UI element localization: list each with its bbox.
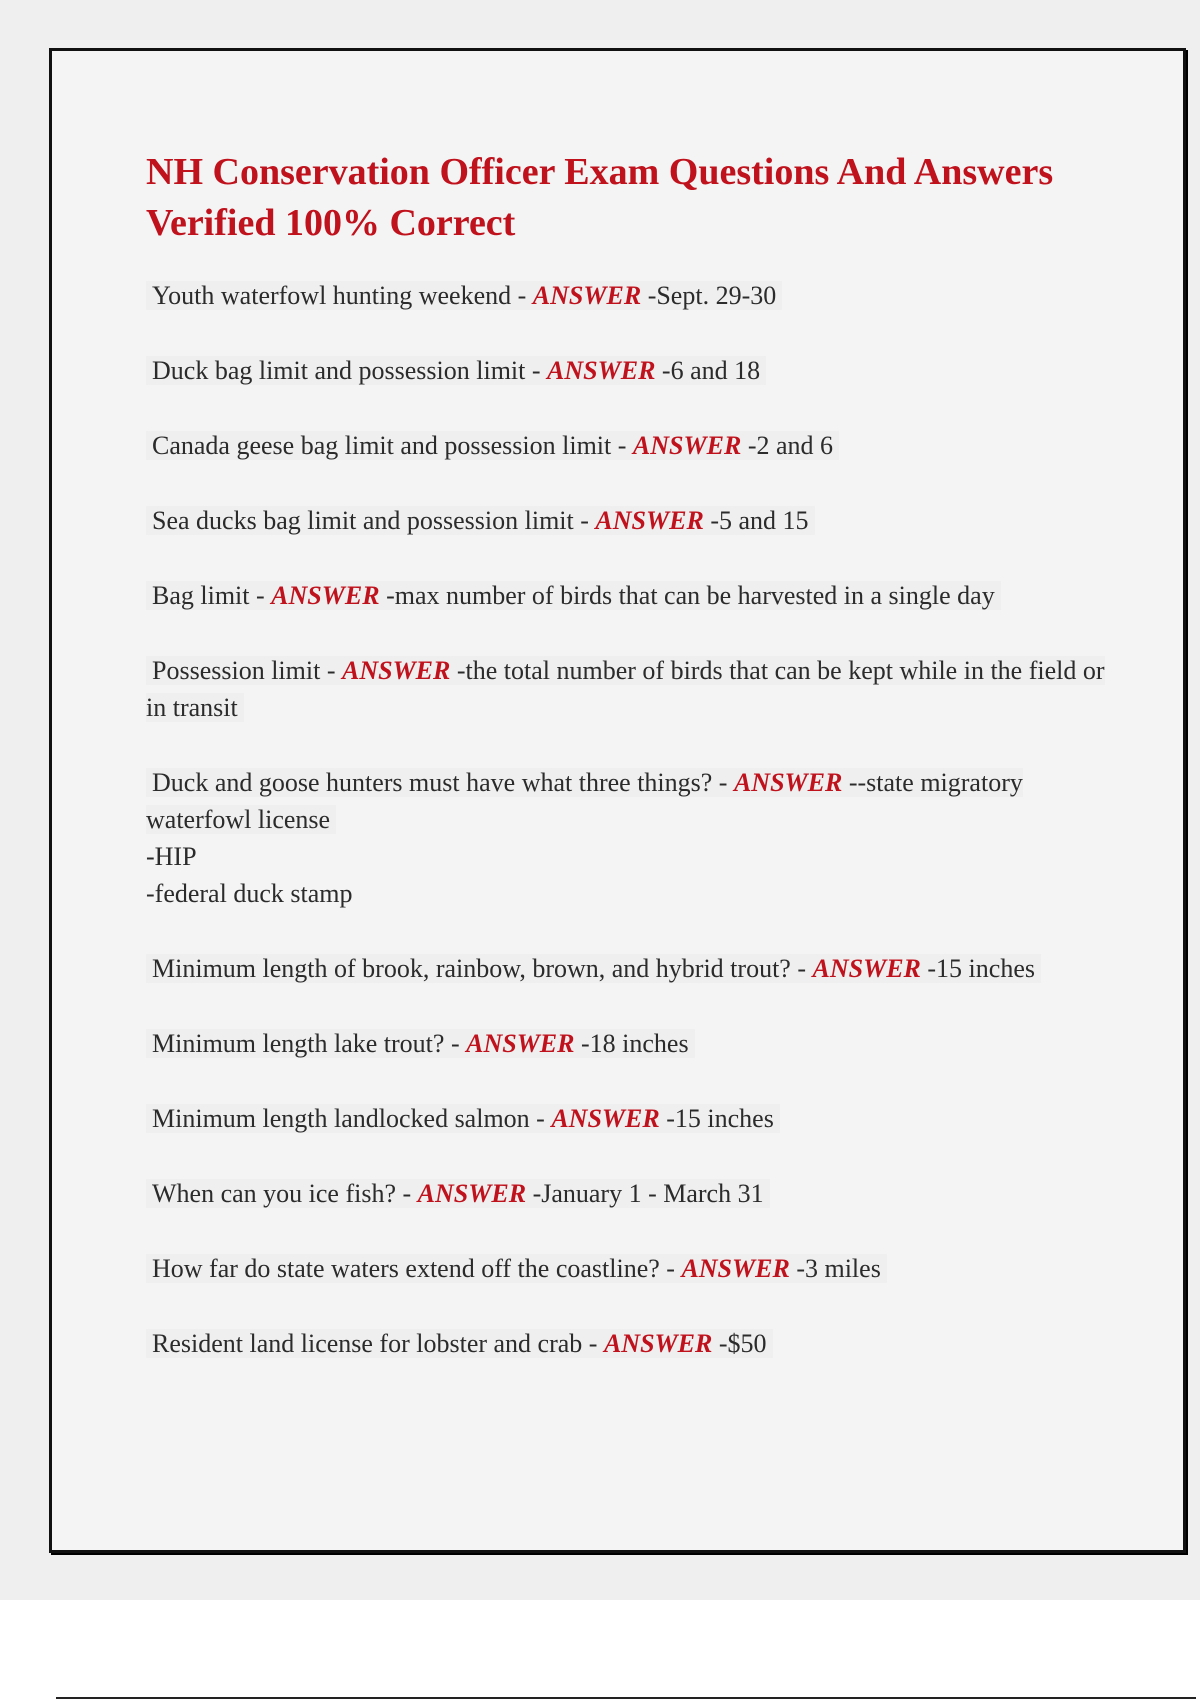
question-text: Duck bag limit and possession limit -	[152, 356, 548, 385]
answer-label: ANSWER	[466, 1029, 575, 1058]
qa-line	[146, 1329, 773, 1358]
answer-label: ANSWER	[532, 281, 642, 310]
answer-label: ANSWER	[341, 656, 451, 685]
answer-continuation: -federal duck stamp	[146, 879, 353, 908]
qa-line	[146, 1029, 695, 1058]
qa-line	[146, 656, 1105, 722]
answer-text: --state migratory waterfowl license	[146, 768, 1023, 834]
qa-line	[146, 581, 1001, 610]
qa-line	[146, 1254, 887, 1283]
qa-item	[146, 577, 1126, 614]
qa-item	[146, 1250, 1126, 1287]
answer-text: -3 miles	[789, 1254, 881, 1283]
qa-line	[146, 431, 839, 460]
question-text: Canada geese bag limit and possession limit -	[152, 431, 633, 460]
answer-text: -January 1 - March 31	[526, 1179, 764, 1208]
qa-line	[146, 1104, 780, 1133]
qa-list	[146, 277, 1126, 1362]
answer-text: -max number of birds that can be harvested in a single day	[379, 581, 995, 610]
answer-continuation: -HIP	[146, 842, 197, 871]
answer-label: ANSWER	[812, 954, 921, 983]
question-text: Duck and goose hunters must have what three things? -	[152, 768, 734, 797]
qa-item	[146, 427, 1126, 464]
page-bottom-divider	[56, 1697, 1196, 1699]
qa-item	[146, 1175, 1126, 1212]
answer-text: -$50	[712, 1329, 767, 1358]
qa-line	[146, 954, 1041, 983]
answer-text: -the total number of birds that can be kept while in the field or in transit	[146, 656, 1105, 722]
answer-label: ANSWER	[547, 356, 656, 385]
qa-line	[146, 768, 1023, 834]
answer-text: -18 inches	[574, 1029, 689, 1058]
answer-label: ANSWER	[595, 506, 704, 535]
qa-item	[146, 1325, 1126, 1362]
answer-text: -15 inches	[659, 1104, 774, 1133]
page-content	[146, 147, 1126, 1400]
answer-label: ANSWER	[271, 581, 380, 610]
qa-item	[146, 950, 1126, 987]
qa-line	[146, 281, 782, 310]
qa-line	[146, 356, 766, 385]
answer-label: ANSWER	[603, 1329, 713, 1358]
question-text: Bag limit -	[152, 581, 272, 610]
question-text: Sea ducks bag limit and possession limit -	[152, 506, 596, 535]
qa-item	[146, 764, 1126, 912]
answer-text: -5 and 15	[703, 506, 809, 535]
question-text: Youth waterfowl hunting weekend -	[152, 281, 533, 310]
answer-label: ANSWER	[681, 1254, 790, 1283]
question-text: Minimum length landlocked salmon -	[152, 1104, 552, 1133]
qa-item	[146, 1025, 1126, 1062]
answer-label: ANSWER	[551, 1104, 660, 1133]
question-text: Minimum length lake trout? -	[152, 1029, 467, 1058]
answer-label: ANSWER	[417, 1179, 527, 1208]
qa-item	[146, 502, 1126, 539]
answer-label: ANSWER	[733, 768, 843, 797]
question-text: Minimum length of brook, rainbow, brown, and hybrid trout? -	[152, 954, 813, 983]
answer-label: ANSWER	[632, 431, 742, 460]
qa-line	[146, 1179, 770, 1208]
question-text: Resident land license for lobster and crab -	[152, 1329, 604, 1358]
question-text: When can you ice fish? -	[152, 1179, 418, 1208]
answer-text: -15 inches	[920, 954, 1035, 983]
qa-item	[146, 1100, 1126, 1137]
answer-text: -2 and 6	[741, 431, 834, 460]
answer-text: -6 and 18	[655, 356, 761, 385]
qa-item	[146, 352, 1126, 389]
question-text: Possession limit -	[152, 656, 342, 685]
question-text: How far do state waters extend off the coastline? -	[152, 1254, 682, 1283]
qa-item	[146, 652, 1126, 726]
qa-line	[146, 506, 815, 535]
qa-item	[146, 277, 1126, 314]
document-page	[49, 48, 1186, 1553]
document-title: NH Conservation Officer Exam Questions And Answers Verified 100% Correct	[146, 151, 1054, 244]
answer-text: -Sept. 29-30	[641, 281, 777, 310]
